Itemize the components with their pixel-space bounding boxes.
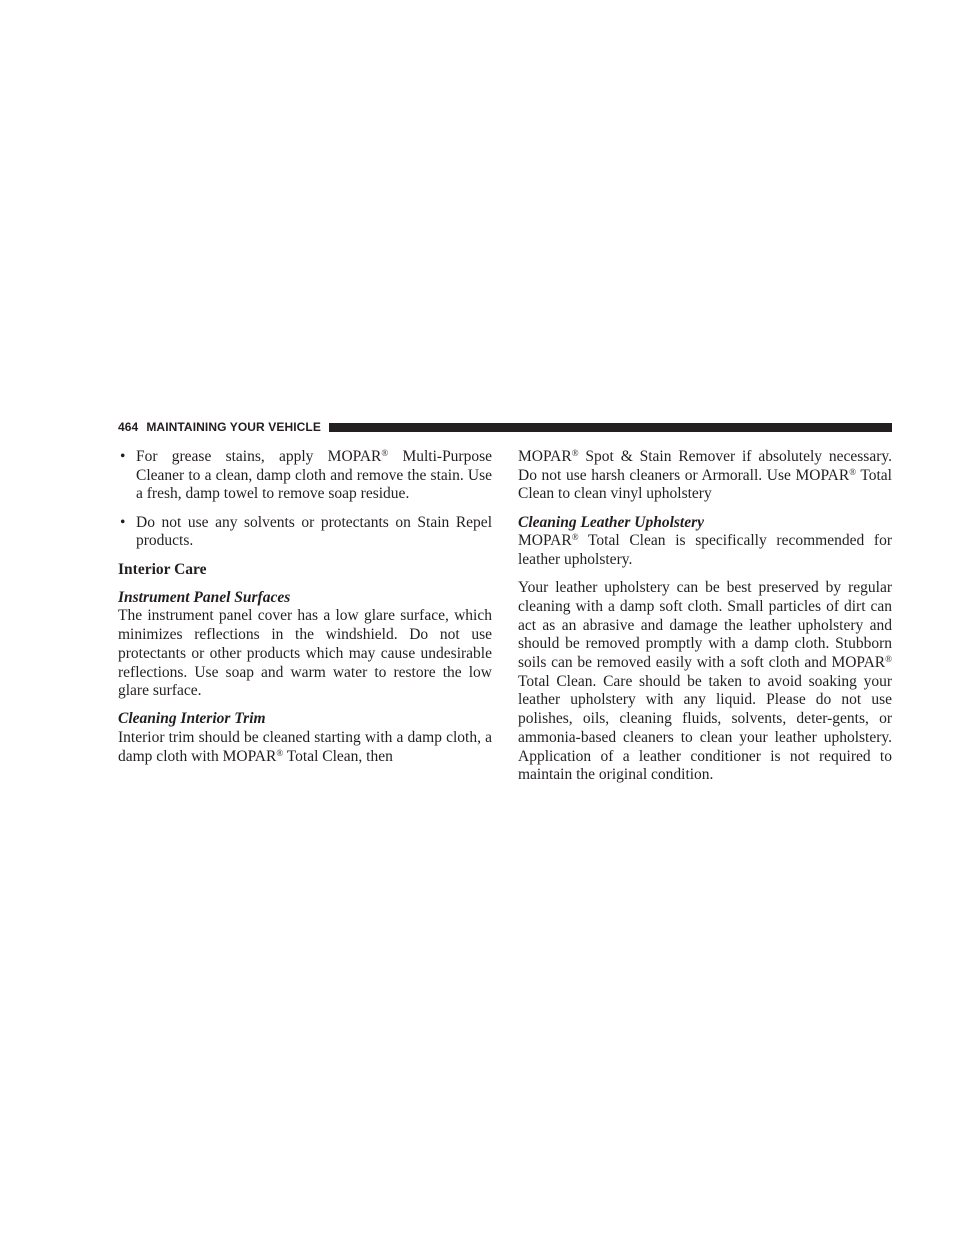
- leather-upholstery-heading: Cleaning Leather Upholstery: [518, 513, 705, 531]
- section-title: MAINTAINING YOUR VEHICLE: [146, 420, 321, 434]
- bullet-icon: •: [120, 513, 126, 531]
- vinyl-upholstery-text: MOPAR® Spot & Stain Remover if absolutely necessary. Do not use harsh cleaners or Armorall. Use MOPAR® Total Clean to clean vinyl upholstery: [518, 448, 892, 503]
- registered-mark: ®: [849, 466, 857, 477]
- registered-mark: ®: [885, 654, 892, 665]
- leather-intro-text: MOPAR® Total Clean is specifically recommended for leather upholstery.: [518, 532, 892, 569]
- left-column: [118, 448, 492, 776]
- registered-mark: ®: [276, 747, 284, 758]
- interior-care-heading: Interior Care: [118, 560, 207, 578]
- bullet-text: Multi-Purpose Cleaner to a clean, damp cloth and remove the stain. Use a fresh, damp towel to remove soap residue.: [136, 448, 493, 503]
- registered-mark: ®: [571, 532, 579, 543]
- bullet-solvents: [118, 514, 492, 551]
- registered-mark: ®: [381, 448, 389, 458]
- right-column: [518, 448, 892, 794]
- page-number: 464: [118, 420, 139, 434]
- instrument-panel-text: The instrument panel cover has a low glare surface, which minimizes reflections in the windshield. Do not use protectants or other products which may cause undesirable reflections. Use soap and warm water to restore the low glare surface.: [118, 607, 492, 700]
- interior-trim-heading: Cleaning Interior Trim: [118, 710, 266, 728]
- bullet-text: For grease stains, apply MOPAR: [136, 448, 382, 465]
- bullet-icon: •: [120, 448, 126, 465]
- interior-trim-text: Interior trim should be cleaned starting with a damp cloth, a damp cloth with MOPAR® Total Clean, then: [118, 729, 492, 765]
- page-header: [118, 419, 892, 435]
- instrument-panel-heading: Instrument Panel Surfaces: [118, 588, 291, 606]
- registered-mark: ®: [571, 448, 579, 458]
- header-rule: [329, 423, 892, 432]
- bullet-grease-stains: [118, 448, 492, 504]
- leather-care-text: Your leather upholstery can be best preserved by regular cleaning with a damp soft cloth. Small particles of dirt can act as an abrasive and damage the leather upholstery and should be removed promptly with a damp cloth. Stubborn soils can be removed easily with a soft cloth and MOPAR® Total Clean. Care should be taken to avoid soaking your leather upholstery with any liquid. Please do not use polishes, oils, cleaning fluids, solvents, deter-gents, or ammonia-based cleaners to clean your leather upholstery. Application of a leather conditioner is not required to maintain the original condition.: [518, 579, 892, 784]
- bullet-text: Do not use any solvents or protectants on Stain Repel products.: [136, 513, 492, 550]
